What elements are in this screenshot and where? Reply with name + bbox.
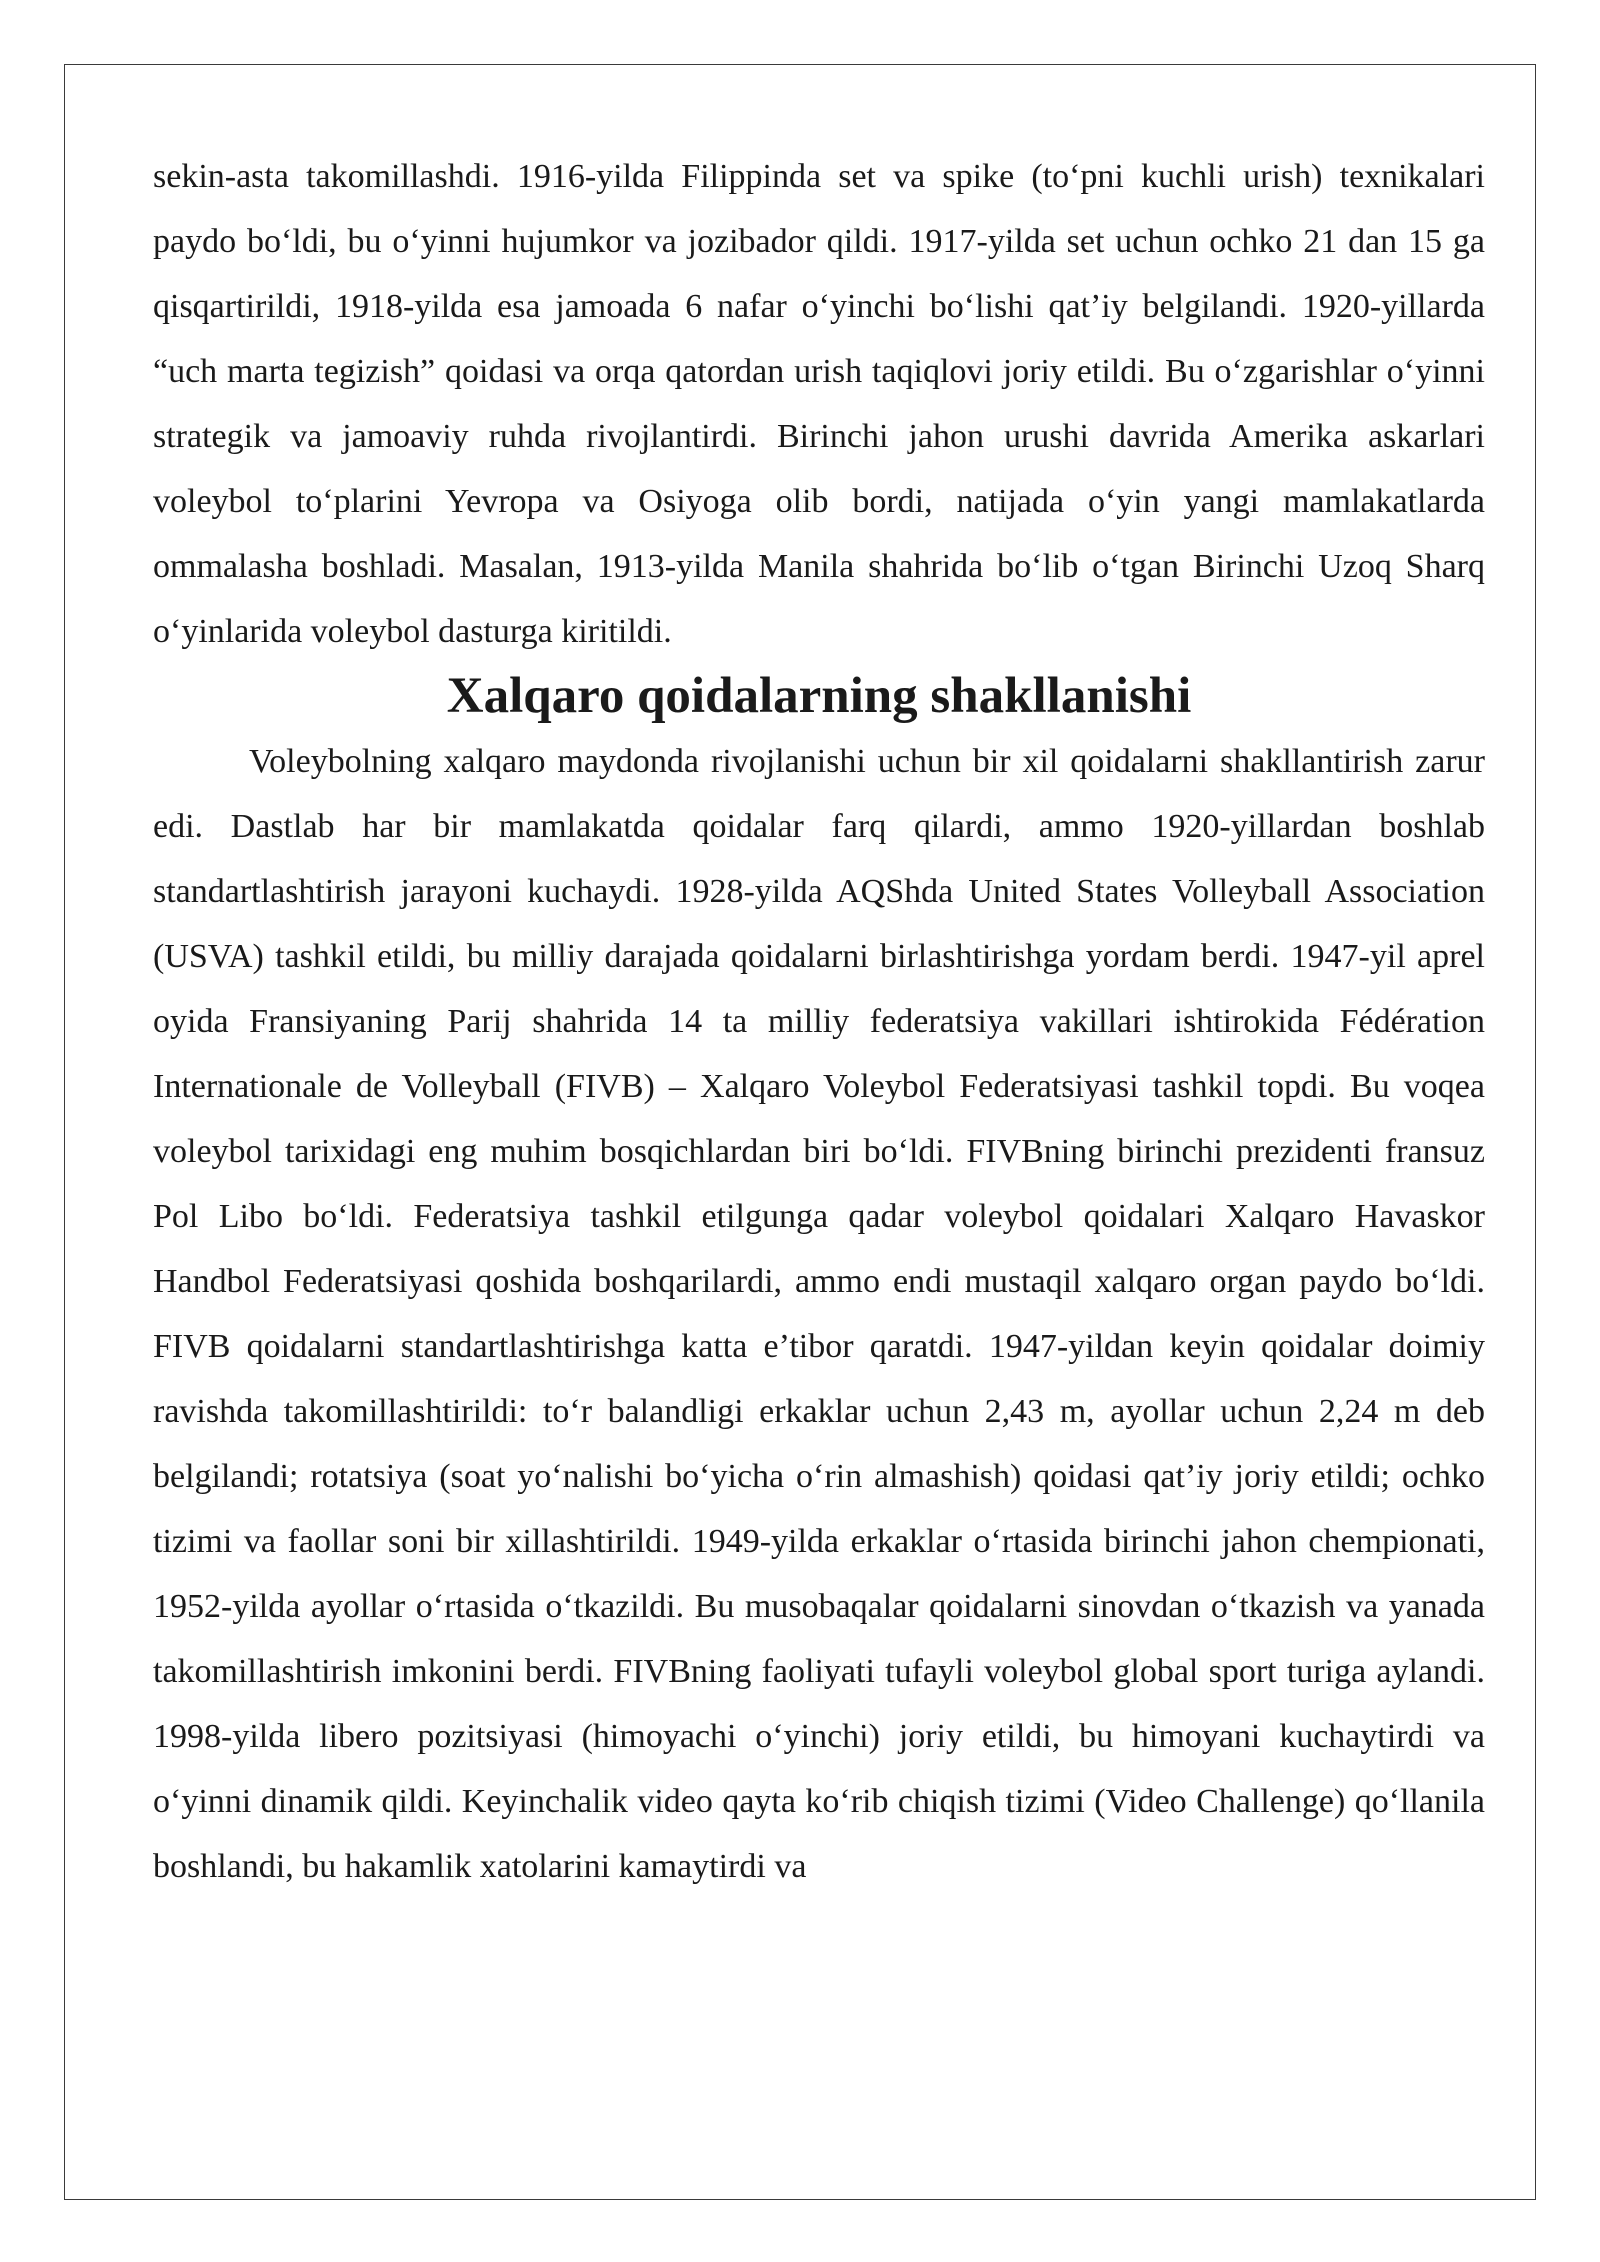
document-body — [153, 144, 1485, 1899]
paragraph-1: sekin-asta takomillashdi. 1916-yilda Filippinda set va spike (to‘pni kuchli urish) texnikalari paydo bo‘ldi, bu o‘yinni hujumkor va jozibador qildi. 1917-yilda set uchun ochko 21 dan 15 ga qisqartirildi, 1918-yilda esa jamoada 6 nafar o‘yinchi bo‘lishi qat’iy belgilandi. 1920-yillarda “uch marta tegizish” qoidasi va orqa qatordan urish taqiqlovi joriy etildi. Bu o‘zgarishlar o‘yinni strategik va jamoaviy ruhda rivojlantirdi. Birinchi jahon urushi davrida Amerika askarlari voleybol to‘plarini Yevropa va Osiyoga olib bordi, natijada o‘yin yangi mamlakatlarda ommalasha boshladi. Masalan, 1913-yilda Manila shahrida bo‘lib o‘tgan Birinchi Uzoq Sharq o‘yinlarida voleybol dasturga kiritildi. — [153, 158, 1485, 650]
paragraph-2: Voleybolning xalqaro maydonda rivojlanishi uchun bir xil qoidalarni shakllantirish zarur edi. Dastlab har bir mamlakatda qoidalar farq qilardi, ammo 1920-yillardan boshlab standartlashtirish jarayoni kuchaydi. 1928-yilda AQShda United States Volleyball Association (USVA) tashkil etildi, bu milliy darajada qoidalarni birlashtirishga yordam berdi. 1947-yil aprel oyida Fransiyaning Parij shahrida 14 ta milliy federatsiya vakillari ishtirokida Fédération Internationale de Volleyball (FIVB) – Xalqaro Voleybol Federatsiyasi tashkil topdi. Bu voqea voleybol tarixidagi eng muhim bosqichlardan biri bo‘ldi. FIVBning birinchi prezidenti fransuz Pol Libo bo‘ldi. Federatsiya tashkil etilgunga qadar voleybol qoidalari Xalqaro Havaskor Handbol Federatsiyasi qoshida boshqarilardi, ammo endi mustaqil xalqaro organ paydo bo‘ldi. FIVB qoidalarni standartlashtirishga katta e’tibor qaratdi. 1947-yildan keyin qoidalar doimiy ravishda takomillashtirildi: to‘r balandligi erkaklar uchun 2,43 m, ayollar uchun 2,24 m deb belgilandi; rotatsiya (soat yo‘nalishi bo‘yicha o‘rin almashish) qoidasi qat’iy joriy etildi; ochko tizimi va faollar soni bir xillashtirildi. 1949-yilda erkaklar o‘rtasida birinchi jahon chempionati, 1952-yilda ayollar o‘rtasida o‘tkazildi. Bu musobaqalar qoidalarni sinovdan o‘tkazish va yanada takomillashtirish imkonini berdi. FIVBning faoliyati tufayli voleybol global sport turiga aylandi. 1998-yilda libero pozitsiyasi (himoyachi o‘yinchi) joriy etildi, bu himoyani kuchaytirdi va o‘yinni dinamik qildi. Keyinchalik video qayta ko‘rib chiqish tizimi (Video Challenge) qo‘llanila boshlandi, bu hakamlik xatolarini kamaytirdi va — [153, 743, 1485, 1885]
section-heading: Xalqaro qoidalarning shakllanishi — [446, 668, 1192, 724]
